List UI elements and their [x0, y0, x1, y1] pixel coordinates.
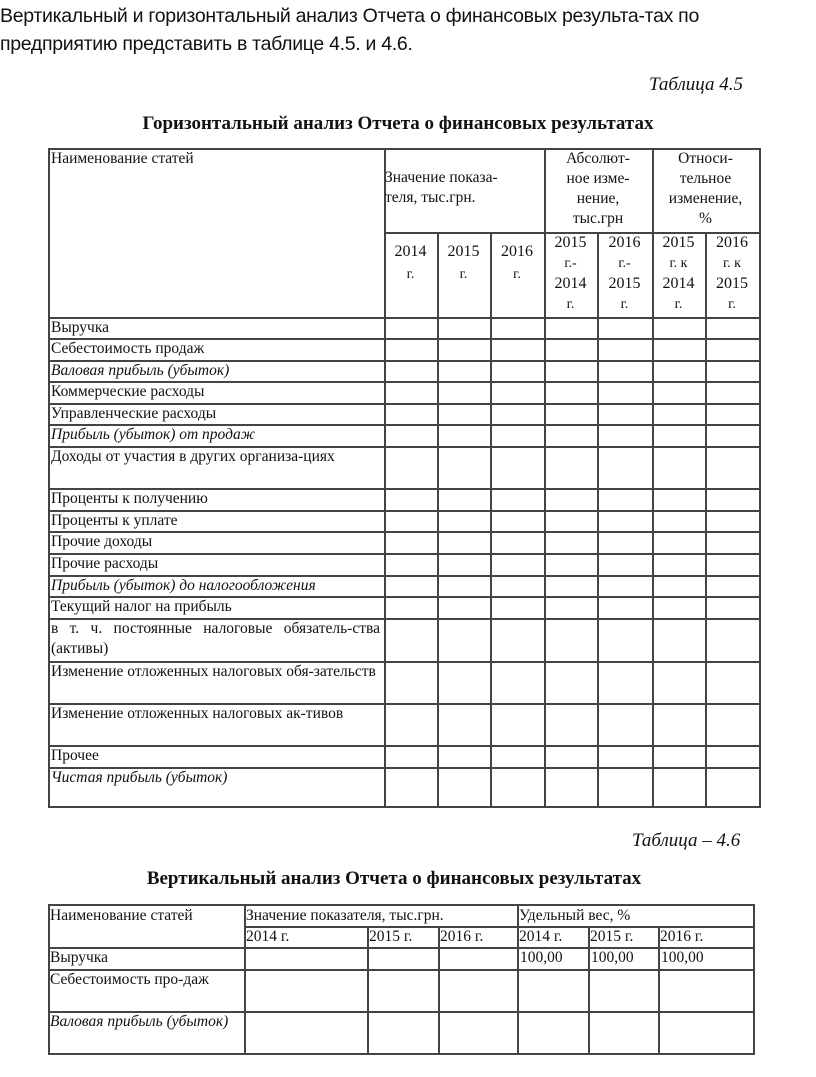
row-label: Валовая прибыль (убыток) [51, 362, 230, 379]
header-abs-line: нение, [576, 190, 620, 207]
header-year-suffix: г. [513, 267, 521, 282]
value-cell[interactable] [368, 969, 437, 1009]
header-name: Наименование статей [50, 907, 193, 924]
header-abs-col-line: г.- [618, 255, 631, 271]
header-abs-col-line: г.- [564, 255, 577, 271]
row-label: Чистая прибыль (убыток) [51, 769, 228, 786]
header-year: 2015 г. [590, 928, 634, 945]
table-4-5-title: Горизонтальный анализ Отчета о финансовых результатах [142, 113, 654, 134]
intro-line-1: Вертикальный и горизонтальный анализ Отчета о финансовых результа-тах по [0, 5, 699, 27]
row-label: Изменение отложенных налоговых ак-тивов [51, 705, 344, 722]
value-cell[interactable] [659, 1011, 752, 1051]
header-share-group: Удельный вес, % [519, 907, 631, 924]
header-name: Наименование статей [51, 150, 194, 167]
table-4-6-caption: Таблица – 4.6 [632, 830, 741, 851]
row-label: Проценты к получению [51, 490, 208, 507]
header-values-line: теля, тыс.грн. [385, 189, 476, 206]
header-rel-line: % [699, 210, 712, 227]
header-year-suffix: г. [459, 267, 468, 282]
header-abs-col-line: 2015 [608, 275, 641, 292]
header-year-value: 2015 [447, 243, 480, 260]
row-label: Коммерческие расходы [51, 383, 205, 400]
value-cell[interactable] [589, 969, 657, 1009]
header-rel-col-line: г. к [669, 255, 688, 271]
header-rel-line: изменение, [668, 190, 743, 207]
value-cell[interactable] [245, 1011, 366, 1051]
table-row [48, 1011, 753, 1053]
row-label: Выручка [50, 949, 109, 966]
header-year-value: 2016 [501, 243, 533, 260]
table-4-5-caption: Таблица 4.5 [649, 74, 743, 95]
header-year: 2014 г. [519, 928, 563, 945]
table-row [48, 947, 753, 969]
row-label: Прочие доходы [51, 533, 153, 550]
row-label: Валовая прибыль (убыток) [50, 1013, 229, 1030]
value-cell[interactable] [518, 969, 587, 1009]
header-abs-col-line: 2014 [554, 275, 587, 292]
value-cell[interactable] [518, 1011, 587, 1051]
header-rel-col-line: 2015 [662, 234, 695, 251]
value-cell[interactable]: 100,00 [591, 949, 634, 966]
header-rel-line: тельное [679, 170, 732, 187]
row-label: Себестоимость продаж [51, 340, 205, 357]
value-cell[interactable] [659, 969, 752, 1009]
row-label: Прибыль (убыток) до налогообложения [51, 577, 316, 594]
header-year: 2016 г. [660, 928, 704, 945]
header-abs-line: ное изме- [566, 170, 630, 187]
header-abs-line: Абсолют- [566, 150, 630, 167]
header-year: 2015 г. [369, 928, 413, 945]
value-cell[interactable] [439, 947, 516, 967]
value-cell[interactable] [439, 969, 516, 1009]
row-label: Выручка [51, 319, 110, 336]
row-label: Управленческие расходы [51, 405, 217, 422]
row-label: Прибыль (убыток) от продаж [51, 426, 256, 443]
header-rel-line: Относи- [678, 150, 733, 167]
header-rel-col-line: 2014 [662, 275, 695, 292]
table-4-6-title: Вертикальный анализ Отчета о финансовых результатах [146, 868, 642, 889]
value-cell[interactable]: 100,00 [520, 949, 563, 966]
header-year-suffix: г. [406, 267, 415, 282]
row-label: Доходы от участия в других организа-циях [51, 448, 335, 465]
intro-line-2: предприятию представить в таблице 4.5. и 4.6. [0, 33, 413, 55]
row-label: Текущий налог на прибыль [51, 598, 232, 615]
value-cell[interactable]: 100,00 [661, 949, 704, 966]
header-rel-col-line: г. [674, 296, 683, 312]
header-rel-col-line: г. [728, 296, 736, 312]
row-label: Себестоимость про-даж [50, 971, 209, 988]
value-cell[interactable] [245, 969, 366, 1009]
row-label: Проценты к уплате [51, 512, 178, 529]
row-label: в т. ч. постоянные налоговые обязатель-ства (активы) [51, 620, 380, 657]
value-cell[interactable] [589, 1011, 657, 1051]
row-label: Прочее [51, 747, 99, 764]
header-abs-col-line: г. [620, 296, 629, 312]
header-rel-col-line: 2015 [716, 275, 748, 292]
header-abs-line: тыс.грн [572, 210, 624, 227]
table-row [48, 969, 753, 1011]
header-abs-col-line: г. [566, 296, 575, 312]
table-border [48, 1053, 755, 1055]
value-cell[interactable] [368, 947, 437, 967]
value-cell[interactable] [368, 1011, 437, 1051]
row-label: Изменение отложенных налоговых обя-зательств [51, 663, 376, 680]
header-abs-col-line: 2015 [554, 234, 587, 251]
header-year: 2014 г. [246, 928, 290, 945]
row-label: Прочие расходы [51, 555, 159, 572]
value-cell[interactable] [439, 1011, 516, 1051]
value-cell[interactable] [245, 947, 366, 967]
header-year-value: 2014 [394, 243, 427, 260]
header-rel-col-line: 2016 [716, 234, 748, 251]
header-values-line: Значение показа- [385, 169, 498, 186]
table-border [753, 904, 755, 1055]
header-abs-col-line: 2016 [608, 234, 641, 251]
header-year: 2016 г. [440, 928, 484, 945]
header-rel-col-line: г. к [723, 255, 741, 271]
header-values-group: Значение показателя, тыс.грн. [246, 907, 444, 924]
